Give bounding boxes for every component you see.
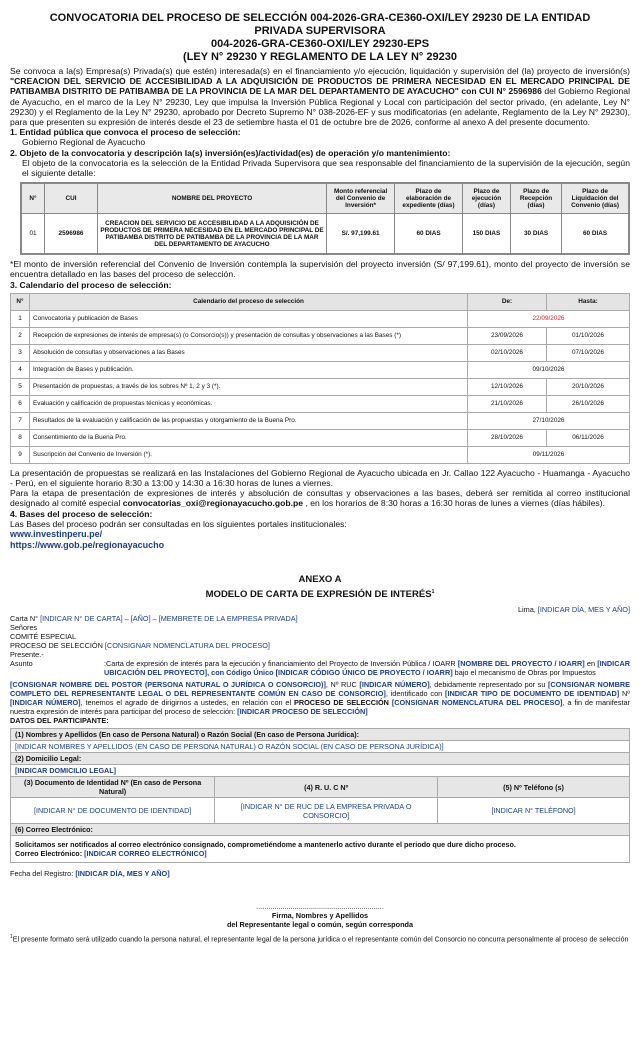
th-exec: Plazo de ejecución (días)	[462, 184, 510, 214]
section-2-heading: 2. Objeto de la convocatoria y descripción la(s) inversión(es)/actividad(es) de operación y/o mantenimiento:	[10, 147, 451, 158]
pt-r1-value: [INDICAR NOMBRES Y APELLIDOS (EN CASO DE PERSONA NATURAL) O RAZÓN SOCIAL (EN CASO DE PERSONA JURÍDICA)]	[11, 741, 630, 753]
fecha-registro	[10, 869, 630, 878]
calendar-row-to: 06/11/2026	[547, 429, 630, 446]
body-text-4: Nº	[619, 689, 630, 699]
body-value-6: [CONSIGNAR NOMENCLATURA DEL PROCESO]	[391, 698, 563, 708]
annex-presente: Presente.-	[10, 650, 44, 660]
annex-date-value: [INDICAR DÍA, MES Y AÑO]	[537, 605, 630, 615]
th-amount: Monto referencial del Convenio de Inversión*	[327, 184, 395, 214]
project-table	[21, 183, 629, 254]
body-text-1: , Nº RUC	[325, 680, 360, 690]
calendar-row-to: 07/10/2026	[547, 344, 630, 361]
pt-r3-value-3: [INDICAR N° TELÉFONO]	[438, 798, 630, 824]
pt-r1-head: (1) Nombres y Apellidos (En caso de Persona Natural) o Razón Social (En caso de Persona Jurídica):	[11, 729, 630, 741]
calendar-row-date: 27/10/2026	[468, 412, 630, 429]
calendar-row-from: 12/10/2026	[468, 378, 547, 395]
cal-th-n: N°	[11, 293, 30, 310]
calendar-table	[10, 293, 630, 464]
project-table-row	[22, 214, 629, 254]
body-text-5: , tenemos el agrado de dirigirnos a ustedes, en relación con el	[80, 698, 294, 708]
td-elab: 60 DIAS	[395, 214, 463, 254]
intro-part-1: Se convoca a la(s) Empresa(s) Privada(s) que estén) interesada(s) en el financiamiento y/o ejecución, liquidación y supervisión del (la) proyecto de inversión(s)	[10, 66, 630, 76]
calendar-row-number: 9	[11, 446, 30, 463]
th-recep: Plazo de Recepción (días)	[511, 184, 562, 214]
body-value-4: [INDICAR TIPO DE DOCUMENTO DE IDENTIDAD]	[445, 689, 620, 699]
body-value-7: [INDICAR PROCESO DE SELECCIÓN]	[237, 707, 368, 717]
annex-comite: COMITÉ ESPECIAL	[10, 632, 77, 642]
pt-r4-value: [INDICAR CORREO ELECTRÓNICO]	[84, 849, 207, 859]
calendar-row	[11, 327, 630, 344]
email-note	[10, 488, 630, 508]
asunto-value-2: [INDICAR UBICACIÓN DEL PROYECTO], con Código Único [INDICAR CÓDIGO ÚNICO DE PROYECTO / IOARR]	[104, 659, 631, 678]
calendar-row-to: 01/10/2026	[547, 327, 630, 344]
calendar-row-label: Consentimiento de la Buena Pro.	[30, 429, 468, 446]
fecha-value: [INDICAR DÍA, MES Y AÑO]	[75, 869, 170, 879]
header-line-4: (LEY N° 29230 Y REGLAMENTO DE LA LEY N° 29230	[183, 51, 457, 63]
calendar-row	[11, 344, 630, 361]
section-1-heading: 1. Entidad pública que convoca el proceso de selección:	[10, 127, 241, 138]
project-table-wrap	[20, 182, 630, 255]
section-4-heading: 4. Bases del proceso de selección:	[10, 508, 153, 519]
body-value-5: [INDICAR NÚMERO]	[10, 698, 81, 708]
calendar-row-to: 20/10/2026	[547, 378, 630, 395]
calendar-row-date: 09/10/2026	[468, 361, 630, 378]
body-value-3: [CONSIGNAR NOMBRE COMPLETO DEL REPRESENTANTE LEGAL O DEL REPRESENTANTE COMÚN EN CASO DE CONSORCIO]	[10, 680, 630, 699]
section-2-body: El objeto de la convocatoria es la selección de la Entidad Privada Supervisora que sea responsable del financiamiento de la supervisión de la ejecución, según el siguiente detalle:	[22, 157, 630, 179]
signature-line: ...............................................................	[256, 902, 384, 912]
th-name: NOMBRE DEL PROYECTO	[98, 184, 327, 214]
calendar-row-label: Recepción de expresiones de interés de empresa(s) (o Consorcio(s)) y presentación de consultas y observaciones a las Bases (*)	[30, 327, 468, 344]
asunto-label: Asunto	[10, 659, 33, 669]
calendar-row-label: Evaluación y calificación de propuestas técnicas y económicas.	[30, 395, 468, 412]
annex-date-label: Lima,	[517, 605, 538, 615]
td-amount: S/. 97,199.61	[327, 214, 395, 254]
calendar-row-from: 21/10/2026	[468, 395, 547, 412]
td-exec: 150 DIAS	[462, 214, 510, 254]
footnote	[10, 933, 630, 945]
calendar-row-number: 8	[11, 429, 30, 446]
calendar-row-from: 02/10/2026	[468, 344, 547, 361]
pt-r4-cell	[11, 836, 630, 863]
section-4-body: Las Bases del proceso podrán ser consultadas en los siguientes portales institucionales:	[10, 518, 347, 529]
amount-note: *El monto de inversión referencial del Convenio de Inversión contempla la supervisión del proyecto inversión (S/ 97,199.61), monto del proyecto de inversión se encuentra detallado en las bases del proceso de selección.	[10, 259, 630, 280]
calendar-row-from: 23/09/2026	[468, 327, 547, 344]
document-header	[10, 12, 630, 64]
annex-body	[10, 680, 630, 716]
presentation-note: La presentación de propuestas se realizará en las Instalaciones del Gobierno Regional de Ayacucho ubicada en Jr. Callao 122 Ayacucho - Huamanga - Ayacucho - Perú, en el siguiente horario 8:30 a 13:00 y 14:30 a 16:30 horas de lunes a viernes.	[10, 467, 630, 489]
fecha-label: Fecha del Registro:	[10, 869, 76, 879]
td-recep: 30 DIAS	[511, 214, 562, 254]
email-note-part-1: Para la etapa de presentación de expresiones de interés y absolución de consultas y observaciones a las bases, deberá ser remitida al correo institucional designado al comité especial	[10, 488, 630, 509]
calendar-row-number: 3	[11, 344, 30, 361]
footnote-mark: 1	[10, 934, 13, 941]
annex-title: ANEXO A	[298, 574, 342, 586]
calendar-row-number: 1	[11, 310, 30, 327]
carta-value: [INDICAR N° DE CARTA] – [AÑO] – [MEMBRETE DE LA EMPRESA PRIVADA]	[40, 614, 298, 624]
calendar-row	[11, 361, 630, 378]
body-text-2: , debidamente representado por su	[429, 680, 548, 690]
calendar-header	[11, 293, 630, 310]
calendar-body	[11, 310, 630, 463]
email-note-part-2: , en los horarios de 8:30 horas a 16:30 horas de lunes a viernes (días hábiles).	[303, 498, 605, 509]
pt-r3-value-1: [INDICAR N° DE DOCUMENTO DE IDENTIDAD]	[11, 798, 215, 824]
th-liq: Plazo de Liquidación del Convenio (días)	[562, 184, 629, 214]
pt-r3-head-1: (3) Documento de Identidad Nº (En caso de Persona Natural)	[11, 777, 215, 798]
calendar-row-label: Integración de Bases y publicación.	[30, 361, 468, 378]
calendar-row-label: Presentación de propuestas, a través de los sobres Nº 1, 2 y 3 (*).	[30, 378, 468, 395]
asunto-text-1: :Carta de expresión de interés para la ejecución y financiamiento del Proyecto de Inversión Pública / IOARR	[104, 659, 458, 669]
calendar-row-number: 2	[11, 327, 30, 344]
pt-r3-value-2: [INDICAR N° DE RUC DE LA EMPRESA PRIVADA O CONSORCIO]	[215, 798, 438, 824]
header-line-3: 004-2026-GRA-CE360-OXI/LEY 29230-EPS	[210, 38, 430, 50]
calendar-row	[11, 395, 630, 412]
section-1-body: Gobierno Regional de Ayacucho	[22, 137, 146, 148]
calendar-row-date: 09/11/2026	[468, 446, 630, 463]
calendar-row-label: Resultados de la evaluación y calificación de las propuestas y otorgamiento de la Buena Pro.	[30, 412, 468, 429]
pt-r4-email	[15, 849, 625, 858]
intro-paragraph	[10, 66, 630, 127]
committee-email[interactable]: convocatorias_oxi@regionayacucho.gob.pe	[122, 498, 304, 509]
asunto-text-2: en	[584, 659, 598, 669]
annex-date	[10, 605, 630, 614]
body-text-7: , a fin de manifestar nuestra expresión de interés para participar del proceso de selección:	[10, 698, 630, 717]
td-n: 01	[22, 214, 45, 254]
pt-r3-head-3: (5) Nº Teléfono (s)	[438, 777, 630, 798]
calendar-row	[11, 378, 630, 395]
signature-label-2: del Representante legal o común, según corresponda	[226, 920, 414, 930]
calendar-row-to: 26/10/2026	[547, 395, 630, 412]
body-value-1: [CONSIGNAR NOMBRE DEL POSTOR (PERSONA NATURAL O JURÍDICA O CONSORCIO)]	[10, 680, 326, 690]
proceso-value: [CONSIGNAR NOMENCLATURA DEL PROCESO]	[104, 641, 270, 651]
pt-r2-value: [INDICAR DOMICILIO LEGAL]	[11, 765, 630, 777]
th-n: N°	[22, 184, 45, 214]
calendar-row-number: 5	[11, 378, 30, 395]
carta-label: Carta N°	[10, 614, 41, 624]
header-line-1: CONVOCATORIA DEL PROCESO DE SELECCIÓN 004-2026-GRA-CE360-OXI/LEY 29230 DE LA ENTIDAD	[49, 12, 591, 24]
calendar-row-number: 7	[11, 412, 30, 429]
pt-r3-head-2: (4) R. U. C Nº	[215, 777, 438, 798]
td-liq: 60 DIAS	[562, 214, 629, 254]
proceso-label: PROCESO DE SELECCIÓN	[10, 641, 105, 651]
calendar-row-number: 6	[11, 395, 30, 412]
annex-subtitle-wrap	[10, 586, 630, 601]
participant-table	[10, 728, 630, 863]
th-elab: Plazo de elaboración de expediente (días)	[395, 184, 463, 214]
document-page	[10, 0, 630, 945]
annex-proceso	[10, 641, 630, 650]
body-value-2: [INDICAR NÚMERO]	[359, 680, 430, 690]
calendar-row	[11, 310, 630, 327]
calendar-row-label: Suscripción del Convenio de Inversión (*).	[30, 446, 468, 463]
annex-asunto	[10, 659, 630, 677]
pt-r4-text: Solicitamos ser notificados al correo electrónico consignado, comprometiéndome a mantenerlo activo durante el periodo que dure dicho proceso.	[15, 840, 516, 850]
participant-table-wrap	[10, 728, 630, 863]
pt-r4-head: (6) Correo Electrónico:	[11, 824, 630, 836]
header-line-2: PRIVADA SUPERVISORA	[254, 25, 386, 37]
pt-r4-label: Correo Electrónico:	[15, 849, 85, 859]
datos-label: DATOS DEL PARTICIPANTE:	[10, 716, 109, 726]
link-gob-regionayacucho[interactable]: https://www.gob.pe/regionayacucho	[10, 540, 165, 551]
td-name: CREACION DEL SERVICIO DE ACCESIBILIDAD A LA ADQUISICIÓN DE PRODUCTOS DE PRIMERA NECESIDAD EN EL MERCADO PRINCIPAL DE PATIBAMBA DISTRITO DE PATIBAMBA DE LA PROVINCIA DE LA MAR DEL DEPARTAMENTO DE AYACUCHO	[98, 214, 327, 254]
intro-part-2: del Gobierno Regional de Ayacucho, en el marco de la Ley N° 29230, Ley que impulsa la Inversión Pública Regional y Local con participación del sector privado, (en adelante, Ley N° 29230) y el Reglamento de la Ley N° 29230, aprobado por Decreto Supremo N° 038-2026-EF y sus modificatorias (en adelante, Reglamento de la Ley N° 29230), para que presenten su expresión de interés desde el 23 de setiembre hasta el 01 de octubre bre de 2026, conforme al anexo A del presente documento.	[10, 86, 630, 128]
annex-carta	[10, 614, 630, 623]
footnote-text: El presente formato será utilizado cuando la persona natural, el representante legal de la persona jurídica o el representante común del Consorcio no concurra personalmente al proceso de selección	[12, 936, 629, 944]
intro-project: "CREACION DEL SERVICIO DE ACCESIBILIDAD A LA ADQUISICIÓN DE PRODUCTOS DE PRIMERA NECESIDAD EN EL MERCADO PRINCIPAL DE PATIBAMBA DISTRITO DE PATIBAMBA DE LA PROVINCIA DE LA MAR DEL DEPARTAMENTO DE AYACUCHO" con CUI N° 2596986	[10, 76, 630, 97]
section-3-heading: 3. Calendario del proceso de selección:	[10, 279, 172, 290]
signature-label-1: Firma, Nombres y Apellidos	[271, 911, 369, 921]
calendar-row	[11, 429, 630, 446]
asunto-value-1: [NOMBRE DEL PROYECTO / IOARR]	[457, 659, 585, 669]
calendar-row	[11, 412, 630, 429]
cal-th-label: Calendario del proceso de selección	[30, 293, 468, 310]
asunto-text-3: bajo el mecanismo de Obras por Impuestos	[452, 668, 596, 678]
body-bold-1: PROCESO DE SELECCIÓN	[294, 698, 389, 708]
annex-subtitle: MODELO DE CARTA DE EXPRESIÓN DE INTERÉS	[205, 589, 432, 601]
calendar-row-date: 22/09/2026	[468, 310, 630, 327]
asunto-body	[104, 659, 630, 677]
project-table-header	[22, 184, 629, 214]
annex-senores: Señores	[10, 623, 38, 633]
calendar-wrap	[10, 293, 630, 464]
link-investinperu[interactable]: www.investinperu.pe/	[10, 529, 103, 540]
td-cui: 2596986	[45, 214, 98, 254]
calendar-row-label: Convocatoria y publicación de Bases	[30, 310, 468, 327]
body-text-3: , identificado con	[385, 689, 446, 699]
calendar-row-label: Absolución de consultas y observaciones a las Bases	[30, 344, 468, 361]
calendar-row	[11, 446, 630, 463]
cal-th-from: De:	[468, 293, 547, 310]
pt-r2-head: (2) Domicilio Legal:	[11, 753, 630, 765]
th-cui: CUI	[45, 184, 98, 214]
annex-subtitle-mark: 1	[431, 589, 435, 596]
cal-th-to: Hasta:	[547, 293, 630, 310]
calendar-row-from: 28/10/2026	[468, 429, 547, 446]
calendar-row-number: 4	[11, 361, 30, 378]
